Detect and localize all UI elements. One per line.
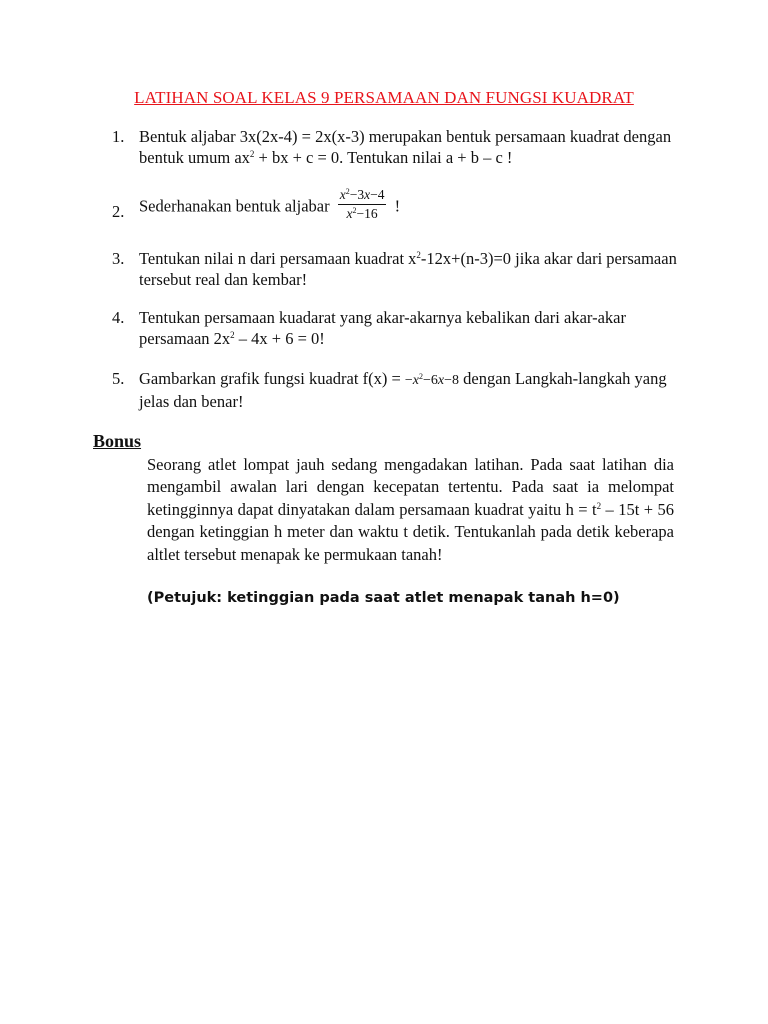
question-text-part: Sederhanakan bentuk aljabar — [139, 196, 330, 216]
superscript: 2 — [596, 500, 602, 511]
question-text-part: -12x+(n-3)=0 jika akar dari persamaan tersebut real dan kembar! — [139, 249, 677, 289]
fraction-denominator — [338, 205, 387, 222]
superscript: 2 — [416, 250, 421, 260]
superscript: 2 — [419, 372, 424, 381]
superscript: 2 — [345, 187, 350, 196]
question-text-part: Bentuk aljabar 3x(2x-4) = 2x(x-3) merupakan bentuk persamaan kuadrat dengan bentuk umum ax — [139, 127, 672, 167]
question-text — [139, 187, 682, 225]
question-number: 5. — [112, 369, 125, 388]
question-number: 2. — [112, 202, 125, 221]
fraction-numerator — [338, 187, 387, 205]
term: −6 — [423, 373, 438, 388]
question-text-part: Gambarkan grafik fungsi kuadrat f(x) = — [139, 369, 405, 388]
question-text — [139, 248, 682, 290]
question-text-part: ! — [394, 196, 401, 216]
question-text-part: Tentukan persamaan kuadarat yang akar-akarnya kebalikan dari akar-akar persamaan 2x — [139, 308, 626, 348]
bonus-hint: (Petujuk: ketinggian pada saat atlet menapak tanah h=0) — [147, 590, 620, 606]
term: −8 — [444, 373, 460, 388]
function-expression — [405, 373, 459, 388]
question-1 — [112, 126, 682, 168]
variable-x: x — [346, 206, 353, 221]
algebraic-fraction — [338, 187, 387, 222]
question-4 — [112, 307, 682, 349]
question-text — [139, 307, 682, 349]
superscript: 2 — [352, 206, 357, 215]
question-3 — [112, 248, 682, 290]
question-text-part: dengan Langkah-langkah yang jelas dan benar! — [139, 369, 667, 411]
superscript: 2 — [249, 149, 255, 159]
bonus-text-part: – 15t + 56 dengan ketinggian h meter dan waktu t detik. Tentukanlah pada detik keberapa altlet tersebut menapak ke permukaan tanah! — [147, 499, 674, 564]
bonus-text-part: Seorang atlet lompat jauh sedang mengadakan latihan. Pada saat latihan dia mengambil awalan lari dengan kecepatan tertentu. Pada saat ia melompat ketingginnya dapat dinyatakan dalam persamaan kuadrat yaitu h = t — [147, 455, 674, 519]
variable-x: x — [364, 187, 371, 202]
question-text — [139, 126, 682, 168]
question-2 — [112, 187, 682, 225]
question-text — [139, 368, 682, 412]
variable-x: x — [339, 187, 346, 202]
term: −16 — [356, 206, 378, 221]
page-title: LATIHAN SOAL KELAS 9 PERSAMAAN DAN FUNGSI KUADRAT — [134, 88, 634, 107]
bonus-paragraph — [147, 454, 674, 566]
question-number: 4. — [112, 308, 125, 327]
question-number: 1. — [112, 127, 125, 146]
term: −4 — [370, 187, 385, 202]
variable-x: x — [437, 373, 445, 388]
term: − — [404, 373, 413, 388]
term: −3 — [349, 187, 365, 202]
variable-x: x — [412, 373, 420, 388]
bonus-heading: Bonus — [93, 431, 142, 451]
question-text-part: Tentukan nilai n dari persamaan kuadrat x — [139, 249, 417, 268]
question-text-part: + bx + c = 0. Tentukan nilai a + b – c ! — [254, 148, 513, 167]
superscript: 2 — [230, 330, 235, 340]
question-text-part: – 4x + 6 = 0! — [234, 329, 325, 348]
question-number: 3. — [112, 249, 125, 268]
question-5 — [112, 368, 682, 412]
